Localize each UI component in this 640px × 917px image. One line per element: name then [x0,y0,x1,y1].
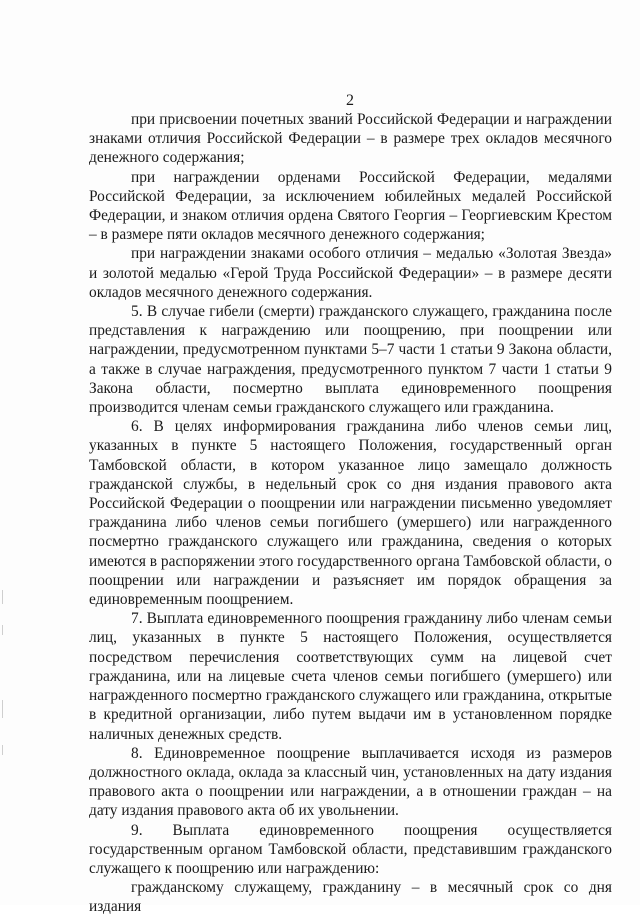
scan-edge-mark [2,590,3,604]
paragraph-civil-servant: гражданскому служащему, гражданину – в месячный срок со дня издания [89,879,612,916]
paragraph-orders-medals: при награждении орденами Российской Федерации, медалями Российской Федерации, за исключением юбилейных медалей Российской Федерации, и знаком отличия ордена Святого Георгия – Георгиевским Крестом – в размере пяти окладов месячного денежного содержания; [89,168,612,244]
paragraph-special-distinction: при награждении знаками особого отличия – медалью «Золотая Звезда» и золотой медалью «Герой Труда Российской Федерации» – в размере десяти окладов месячного денежного содержания. [89,245,612,301]
paragraph-item-7: 7. Выплата единовременного поощрения гражданину либо членам семьи лиц, указанных в пункте 5 настоящего Положения, осуществляется посредством перечисления соответствующих сумм на лицевой счет гражданина, или на лицевые счета членов семьи погибшего (умершего) или награжденного посмертно гражданского служащего или гражданина, открытые в кредитной организации, либо путем выдачи им в установленном порядке наличных денежных средств. [89,610,612,743]
paragraph-item-5: 5. В случае гибели (смерти) гражданского служащего, гражданина после представления к награждению или поощрению, при поощрении или награждении, предусмотренном пунктами 5–7 части 1 статьи 9 Закона области, а также в случае награждения, предусмотренного пунктом 7 части 1 статьи 9 Закона области, посмертно выплата единовременного поощрения производится членам семьи гражданского служащего или гражданина. [89,303,612,417]
scan-edge-mark [2,625,3,635]
page-number: 2 [346,92,354,109]
scan-edge-mark [2,700,3,718]
document-body [89,110,612,917]
paragraph-item-8: 8. Единовременное поощрение выплачивается исходя из размеров должностного оклада, оклада за классный чин, установленных на дату издания правового акта о поощрении или награждении, а в отношении граждан – на дату издания правового акта об их увольнении. [89,744,612,820]
paragraph-honorary-titles: при присвоении почетных званий Российской Федерации и награждении знаками отличия Российской Федерации – в размере трех окладов месячного денежного содержания; [89,111,612,167]
paragraph-item-6: 6. В целях информирования гражданина либо членов семьи лиц, указанных в пункте 5 настоящего Положения, государственный орган Тамбовской области, в котором указанное лицо замещало должность гражданской службы, в недельный срок со дня издания правового акта Российской Федерации о поощрении или награждении письменно уведомляет гражданина либо членов семьи погибшего (умершего) или награжденного посмертно гражданского служащего или гражданина, сведения о которых имеются в распоряжении этого государственного органа Тамбовской области, о поощрении или награждении и разъясняет им порядок обращения за единовременным поощрением. [89,418,612,609]
paragraph-item-9: 9. Выплата единовременного поощрения осуществляется государственным органом Тамбовской области, представившим гражданского служащего к поощрению или награждению: [89,821,612,877]
scan-edge-mark [2,745,3,755]
